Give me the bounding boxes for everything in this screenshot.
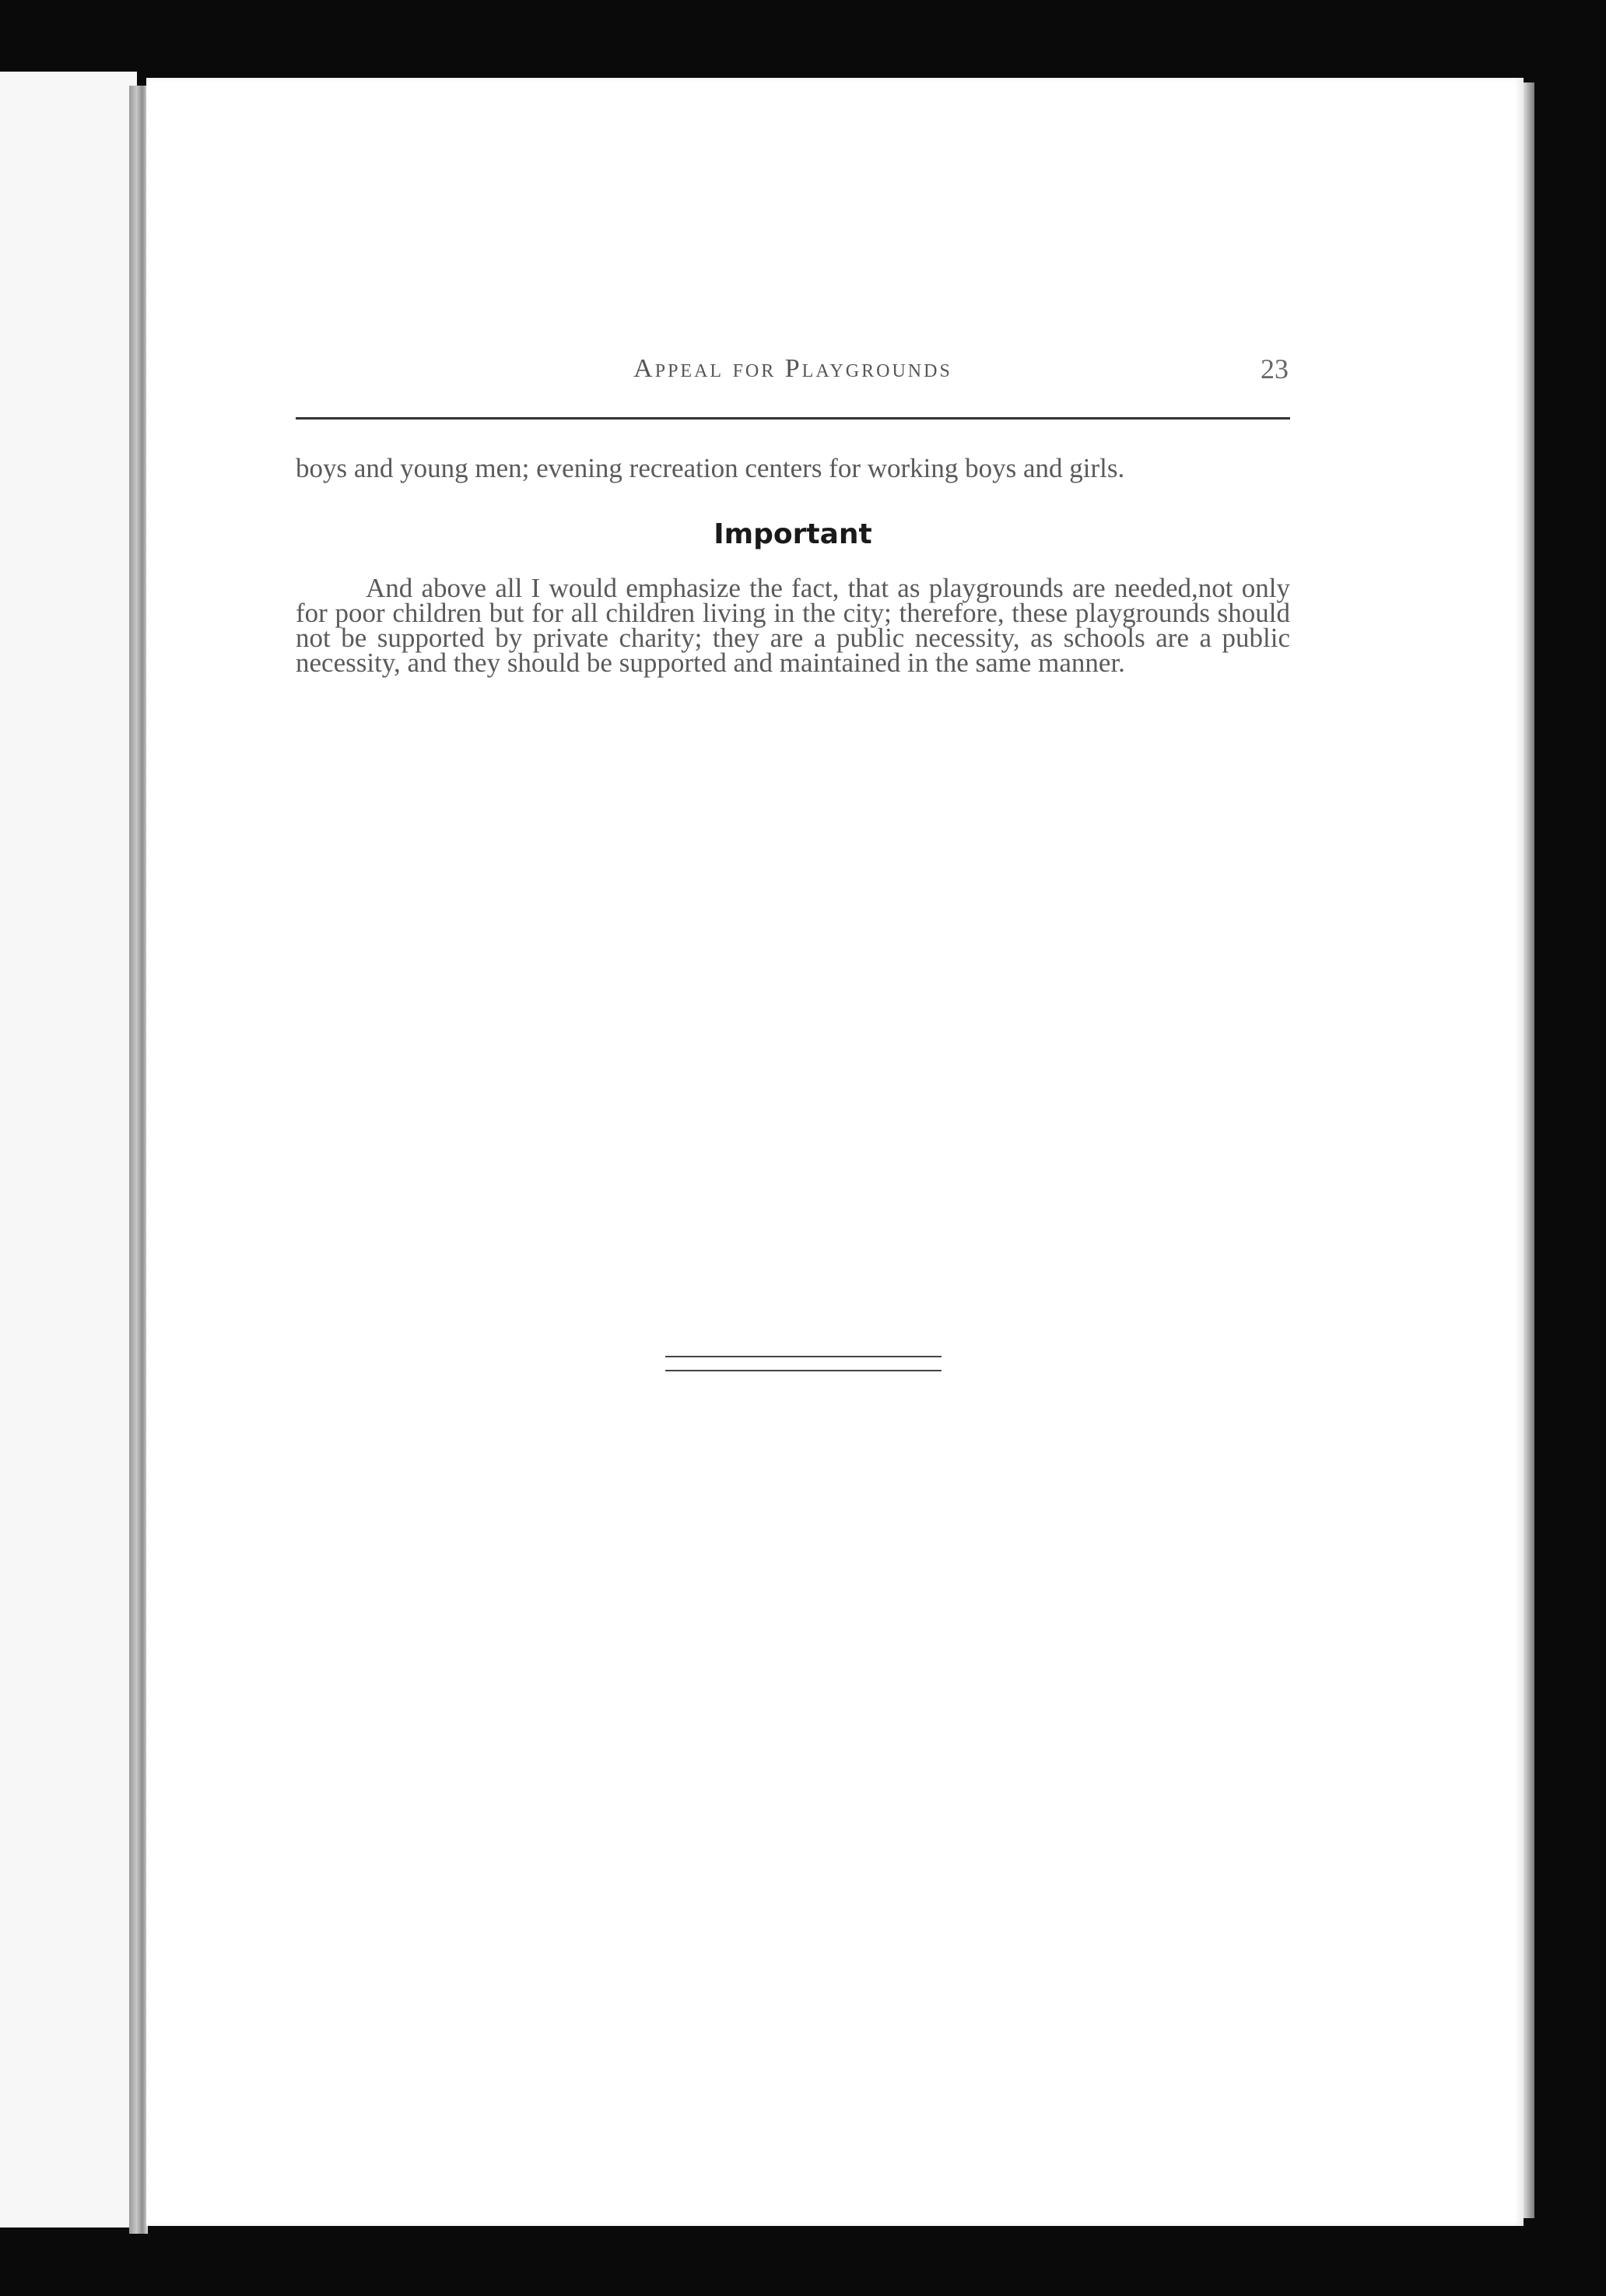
page-number: 23 [1261,353,1289,384]
continued-paragraph: boys and young men; evening recreation centers for working boys and girls. [296,453,1125,483]
end-rule-top [665,1356,942,1357]
facing-page-edge [0,72,137,2228]
body-paragraph: And above all I would emphasize the fact, that as playgrounds are needed,not only for poor children but for all children living in the city; therefore, these playgrounds should not be supported by private charity; they are a public necessity, as schools are a public necessity, and they should be supported and maintained in the same manner. [296,573,1290,678]
book-spine-shadow [129,86,148,2234]
page-header [296,354,1290,401]
header-rule [296,417,1290,420]
section-heading: Important [714,518,872,550]
running-head-title: Appeal for Playgrounds [633,354,952,383]
page-edge-shadow [1524,83,1534,2218]
end-rule-bottom [665,1370,942,1371]
